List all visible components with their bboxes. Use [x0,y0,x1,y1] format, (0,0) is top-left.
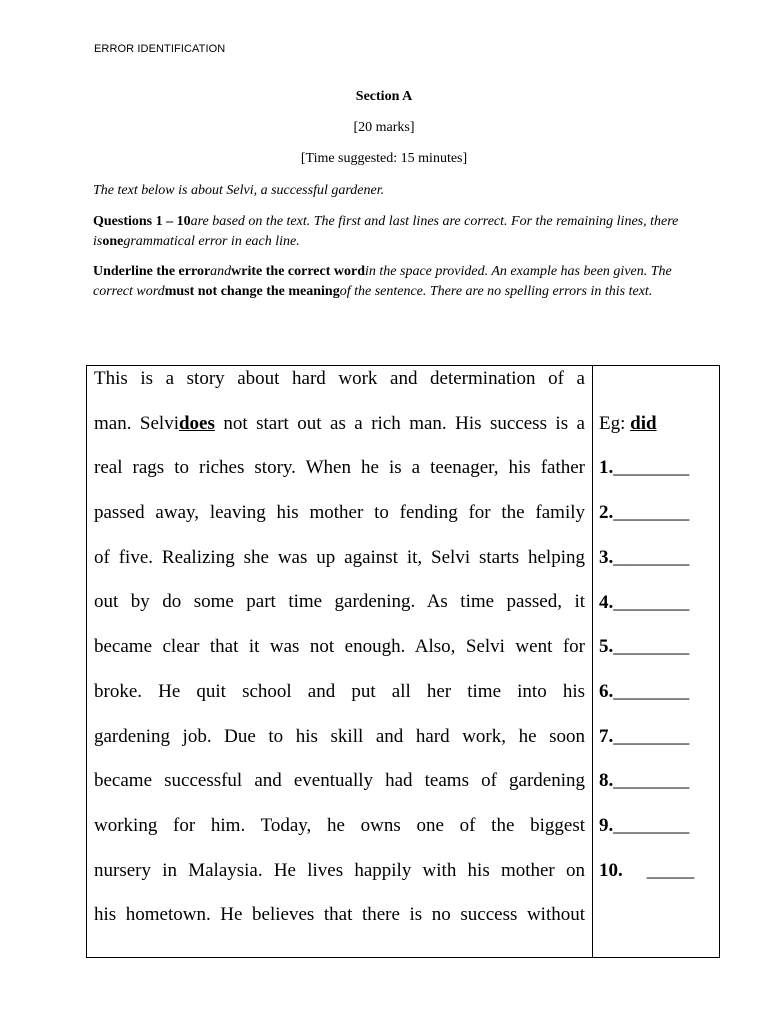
answer-row-10 [599,858,694,884]
answer-number: 9. [599,815,614,836]
passage-column [94,366,585,947]
example-before: man. Selvi [94,412,179,434]
answer-blank[interactable]: ________ [613,680,690,702]
answer-row-4 [599,590,689,616]
questions-info-one: one [102,234,124,249]
intro-text: The text below is about Selvi, a successful gardener. [93,183,385,198]
instr-underline: Underline the error [93,264,211,279]
answer-number: 8. [599,770,614,792]
passage-line-13: his hometown. He believes that there is no success without [94,904,585,926]
answer-blank[interactable]: ________ [613,502,690,524]
answer-number: 10. [599,859,623,881]
passage-line-7: became clear that it was not enough. Also, Selvi went for [94,636,585,658]
instr-and: and [210,264,232,279]
instructions [93,262,683,302]
answer-number: 1. [599,457,614,479]
passage-line-8: broke. He quit school and put all her time into his [94,680,585,702]
passage-line-4: passed away, leaving his mother to fending for the family [94,502,585,524]
answer-row-1 [599,455,689,481]
exercise-table [86,365,720,958]
answer-row-5 [599,634,689,660]
questions-info-text: are based on the text. The first and last lines are correct. For the remaining lines, there is [93,214,679,249]
example-after: not start out as a rich man. His success is a [214,412,585,434]
example-answer-word: did [630,412,657,434]
passage-line-12: nursery in Malaysia. He lives happily with his mother on [94,859,585,881]
example-answer [599,411,657,437]
answer-number: 4. [599,591,614,613]
answer-number: 7. [599,725,614,747]
instr-text-2: of the sentence. There are no spelling errors in this text. [339,284,653,299]
questions-range: Questions 1 – 10 [93,214,191,229]
example-label: Eg: [599,412,631,434]
questions-info-text-2: grammatical error in each line. [123,234,300,249]
answer-blank[interactable]: ________ [613,770,690,792]
answer-number: 2. [599,502,614,524]
answer-blank[interactable]: ________ [613,457,690,479]
answer-blank[interactable]: ________ [613,636,690,658]
instr-write: write the correct word [231,264,365,279]
answer-blank[interactable]: ________ [613,591,690,613]
passage-line-3: real rags to riches story. When he is a teenager, his father [94,457,585,479]
passage-line-10: became successful and eventually had teams of gardening [94,770,585,792]
marks-label: [20 marks] [353,120,415,135]
answer-number: 3. [599,546,614,568]
answer-blank[interactable]: ________ [613,546,690,568]
passage-line-5: of five. Realizing she was up against it, Selvi starts helping [94,546,585,568]
answer-row-9 [599,813,689,839]
answer-number: 5. [599,636,614,658]
answer-number: 6. [599,680,614,702]
answer-row-3 [599,545,689,571]
answer-blank[interactable]: _____ [646,859,695,881]
passage-line-2 [94,411,585,456]
column-divider [592,366,593,957]
passage-line-9: gardening job. Due to his skill and hard work, he soon [94,725,585,747]
answer-row-2 [599,500,689,526]
passage-line-1: This is a story about hard work and determination of a [94,368,585,389]
answer-row-8 [599,768,689,794]
time-suggested: [Time suggested: 15 minutes] [300,151,468,166]
document-label: ERROR IDENTIFICATION [94,43,226,55]
answer-blank[interactable]: ________ [613,725,690,747]
answer-blank[interactable]: ________ [613,815,690,836]
example-error-word: does [178,412,215,434]
questions-info [93,212,683,252]
instr-must-not: must not change the meaning [164,284,340,299]
answer-row-7 [599,724,689,750]
instr-text: in the space provided. An example has been given. The correct word [93,264,672,299]
answer-row-6 [599,679,689,705]
passage-line-6: out by do some part time gardening. As time passed, it [94,591,585,613]
section-title: Section A [355,89,413,104]
passage-line-11: working for him. Today, he owns one of the biggest [94,814,585,836]
